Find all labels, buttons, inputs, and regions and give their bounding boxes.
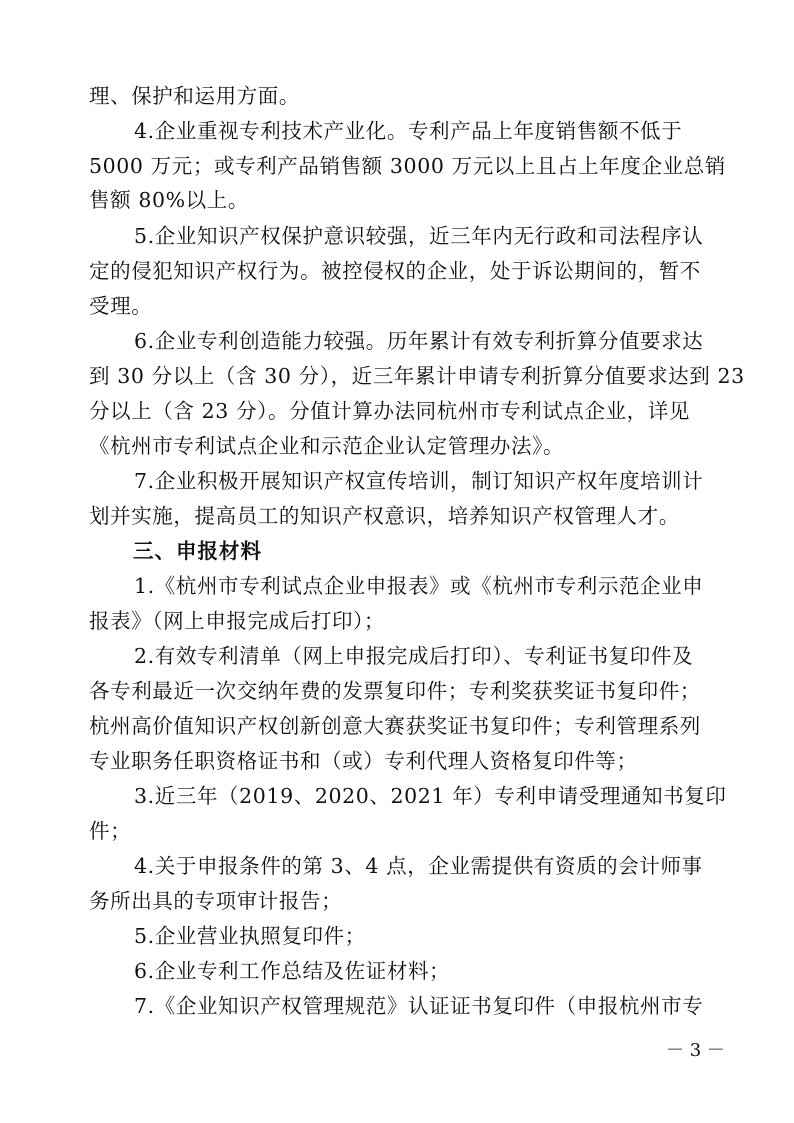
text-line: 1.《杭州市专利试点企业申报表》或《杭州市专利示范企业申 bbox=[134, 574, 704, 598]
page-number: － 3 － bbox=[666, 1040, 725, 1061]
text-line: 务所出具的专项审计报告； bbox=[89, 889, 343, 913]
text-line: 件； bbox=[89, 819, 132, 843]
text-line: 5.企业营业执照复印件； bbox=[134, 924, 366, 948]
text-line: 划并实施，提高员工的知识产权意识，培养知识产权管理人才。 bbox=[89, 504, 680, 528]
text-line: 专业职务任职资格证书和（或）专利代理人资格复印件等； bbox=[89, 749, 638, 773]
text-line: 7.企业积极开展知识产权宣传培训，制订知识产权年度培训计 bbox=[134, 469, 704, 493]
text-line: 2.有效专利清单（网上申报完成后打印）、专利证书复印件及 bbox=[134, 644, 694, 668]
text-line: 售额 80%以上。 bbox=[89, 188, 249, 212]
text-line: 6.企业专利工作总结及佐证材料； bbox=[134, 959, 451, 983]
text-line: 报表》（网上申报完成后打印）； bbox=[89, 609, 385, 633]
text-line: 理、保护和运用方面。 bbox=[89, 84, 300, 108]
section-heading: 三、申报材料 bbox=[133, 539, 262, 563]
text-line: 分以上（含 23 分）。分值计算办法同杭州市专利试点企业，详见 bbox=[89, 399, 690, 423]
text-line: 3.近三年（2019、2020、2021 年）专利申请受理通知书复印 bbox=[134, 784, 727, 808]
text-line: 4.企业重视专利技术产业化。专利产品上年度销售额不低于 bbox=[134, 119, 683, 143]
text-line: 4.关于申报条件的第 3、4 点，企业需提供有资质的会计师事 bbox=[134, 854, 703, 878]
text-line: 到 30 分以上（含 30 分），近三年累计申请专利折算分值要求达到 23 bbox=[89, 364, 745, 388]
text-line: 5.企业知识产权保护意识较强，近三年内无行政和司法程序认 bbox=[134, 224, 704, 248]
text-line: 受理。 bbox=[89, 294, 153, 318]
text-line: 各专利最近一次交纳年费的发票复印件；专利奖获奖证书复印件； bbox=[89, 679, 701, 703]
text-line: 6.企业专利创造能力较强。历年累计有效专利折算分值要求达 bbox=[134, 329, 704, 353]
text-line: 5000 万元；或专利产品销售额 3000 万元以上且占上年度企业总销 bbox=[89, 154, 726, 178]
text-line: 《杭州市专利试点企业和示范企业认定管理办法》。 bbox=[89, 434, 565, 458]
text-line: 7.《企业知识产权管理规范》认证证书复印件（申报杭州市专 bbox=[134, 994, 704, 1018]
text-line: 定的侵犯知识产权行为。被控侵权的企业，处于诉讼期间的，暂不 bbox=[89, 259, 701, 283]
text-line: 杭州高价值知识产权创新创意大赛获奖证书复印件；专利管理系列 bbox=[89, 714, 701, 738]
